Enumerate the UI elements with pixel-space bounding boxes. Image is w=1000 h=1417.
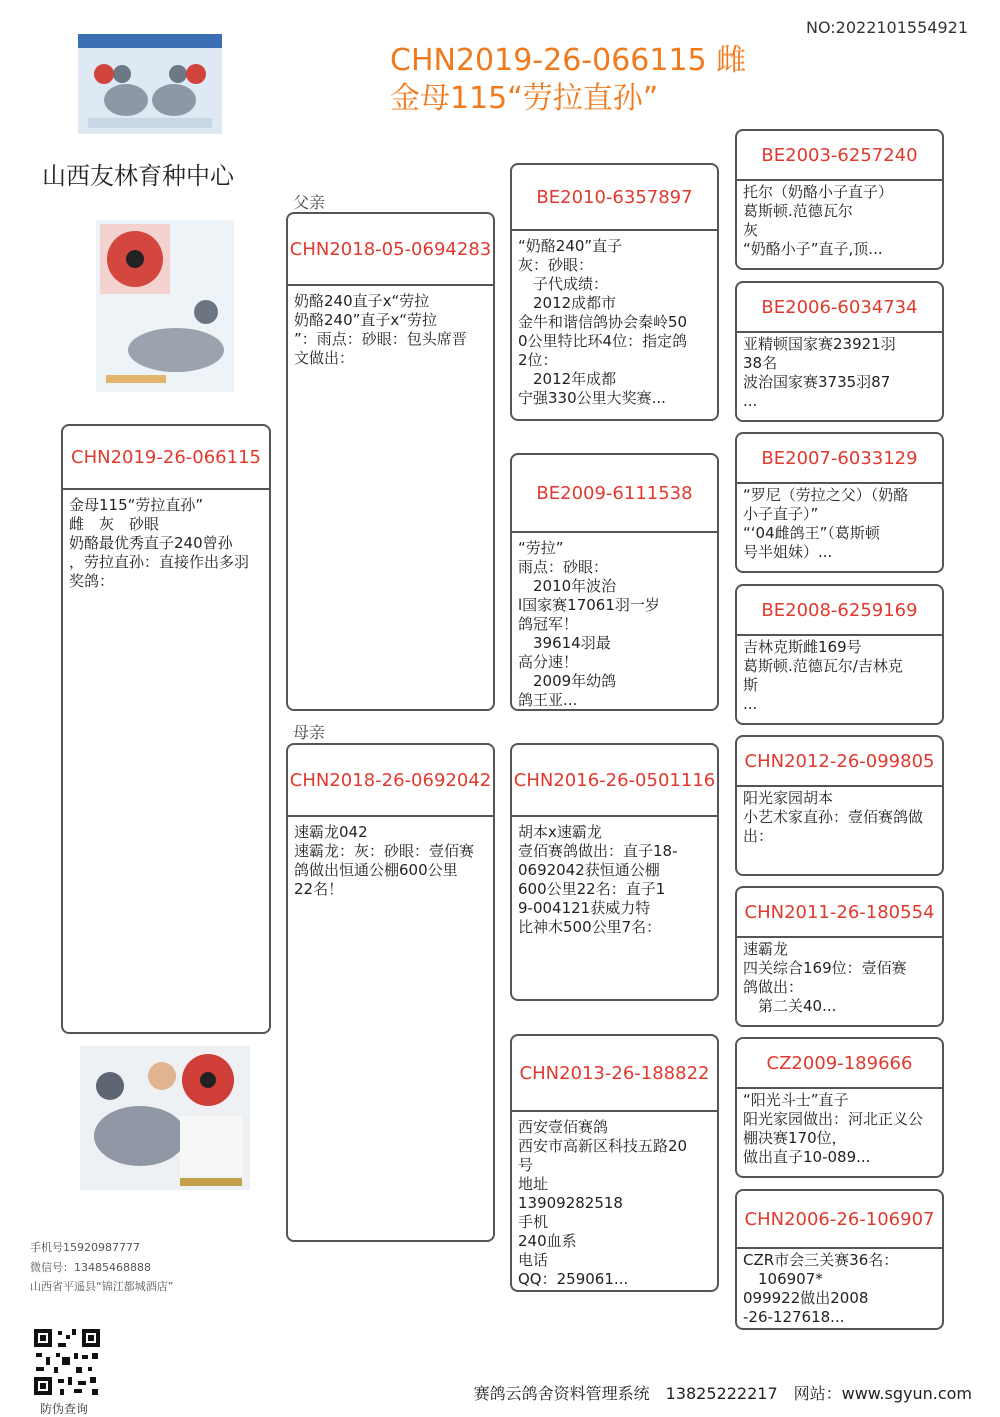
mother-mother-ring: CHN2013-26-188822	[512, 1036, 717, 1112]
contact-phone: 手机号15920987777	[30, 1241, 140, 1254]
ggp-7-ring: CZ2009-189666	[737, 1039, 942, 1089]
document-number: NO:2022101554921	[805, 18, 968, 37]
mother-ring: CHN2018-26-0692042	[288, 745, 493, 817]
ggp-5-desc: 阳光家园胡本 小艺术家直孙：壹佰赛鸽做 出：	[743, 789, 924, 845]
pedigree-title-name: 金母115“劳拉直孙”	[390, 81, 659, 116]
father-father-desc: “奶酪240”直子 灰：砂眼： 子代成绩： 2012成都市 金牛和谐信鸽协会秦岭50 0公里特比环4位：指定鸽 2位： 2012年成都 宁强330公里大奖赛...	[518, 237, 688, 407]
mother-father-ring: CHN2016-26-0501116	[512, 745, 717, 817]
father-mother-ring: BE2009-6111538	[512, 455, 717, 533]
ggp-8-card	[735, 1189, 944, 1330]
ggp-4-desc: 吉林克斯雌169号 葛斯顿.范德瓦尔/吉林克 斯 ...	[743, 638, 903, 713]
father-card	[286, 212, 495, 711]
father-father-card	[510, 163, 719, 421]
ggp-3-ring: BE2007-6033129	[737, 434, 942, 484]
contact-address: 山西省平遥县“锦江都城酒店”	[30, 1280, 174, 1293]
father-mother-desc: “劳拉” 雨点：砂眼： 2010年波治 l国家赛17061羽一岁 鸽冠军！ 39614羽最 高分速！ 2009年幼鸽 鸽王亚...	[518, 539, 660, 709]
qr-caption: 防伪查询	[40, 1402, 89, 1416]
ggp-4-card	[735, 584, 944, 725]
father-mother-card	[510, 453, 719, 711]
mother-card	[286, 743, 495, 1242]
ggp-7-desc: “阳光斗士”直子 阳光家园做出：河北正义公 棚决赛170位， 做出直子10-089...	[743, 1091, 924, 1166]
loft-name: 山西友林育种中心	[42, 162, 234, 190]
subject-desc: 金母115“劳拉直孙” 雌 灰 砂眼 奶酪最优秀直子240曾孙 ，劳拉直孙：直接作出多羽 奖鸽：	[69, 496, 250, 590]
mother-label: 母亲	[293, 723, 326, 742]
ggp-8-desc: CZR市会三关赛36名： 106907* 099922做出2008 -26-127618...	[743, 1251, 899, 1326]
subject-card	[61, 424, 271, 1034]
qr-code-icon[interactable]	[32, 1327, 102, 1397]
logo-pigeons-image	[78, 34, 222, 134]
ggp-6-desc: 速霸龙 四关综合169位：壹佰赛 鸽做出： 第二关40...	[743, 940, 907, 1015]
ggp-3-desc: “罗尼（劳拉之父）（奶酪 小子直子）” “‘04雌鸽王”（葛斯顿 号半姐妹）...	[743, 486, 909, 561]
ggp-4-ring: BE2008-6259169	[737, 586, 942, 636]
mother-mother-card	[510, 1034, 719, 1292]
ggp-7-card	[735, 1037, 944, 1178]
ggp-5-ring: CHN2012-26-099805	[737, 737, 942, 787]
father-father-ring: BE2010-6357897	[512, 165, 717, 231]
ggp-2-ring: BE2006-6034734	[737, 283, 942, 333]
mother-mother-desc: 西安壹佰赛鸽 西安市高新区科技五路20 号 地址 13909282518 手机 240血系 电话 QQ：259061...	[518, 1118, 688, 1288]
ggp-8-ring: CHN2006-26-106907	[737, 1191, 942, 1249]
ggp-3-card	[735, 432, 944, 573]
ggp-1-card	[735, 129, 944, 270]
mother-father-card	[510, 743, 719, 1001]
ggp-6-card	[735, 886, 944, 1027]
ggp-6-ring: CHN2011-26-180554	[737, 888, 942, 938]
subject-ring: CHN2019-26-066115	[63, 426, 269, 490]
ggp-5-card	[735, 735, 944, 876]
ggp-2-desc: 亚精顿国家赛23921羽 38名 波治国家赛3735羽87 ...	[743, 335, 896, 410]
mother-father-desc: 胡本x速霸龙 壹佰赛鸽做出：直子18- 0692042获恒通公棚 600公里22名：直子1 9-004121获威力特 比神木500公里7名：	[518, 823, 678, 936]
ancestor-photo	[80, 1046, 250, 1190]
contact-wechat: 微信号：13485468888	[30, 1261, 151, 1274]
father-label: 父亲	[293, 193, 326, 212]
pedigree-title-ring: CHN2019-26-066115 雌	[390, 43, 747, 78]
father-desc: 奶酪240直子x“劳拉 奶酪240”直子x“劳拉 ”：雨点：砂眼：包头席晋 文做出：	[294, 292, 467, 367]
footer-system-info: 赛鸽云鸽舍资料管理系统 13825222217 网站：www.sgyun.com	[473, 1384, 972, 1403]
mother-desc: 速霸龙042 速霸龙：灰：砂眼：壹佰赛 鸽做出恒通公棚600公里 22名！	[294, 823, 475, 898]
ggp-1-ring: BE2003-6257240	[737, 131, 942, 181]
ggp-1-desc: 托尔（奶酪小子直子） 葛斯顿.范德瓦尔 灰 “奶酪小子”直子,顶...	[743, 183, 894, 258]
pigeon-photo	[96, 220, 234, 392]
father-ring: CHN2018-05-0694283	[288, 214, 493, 286]
ggp-2-card	[735, 281, 944, 422]
